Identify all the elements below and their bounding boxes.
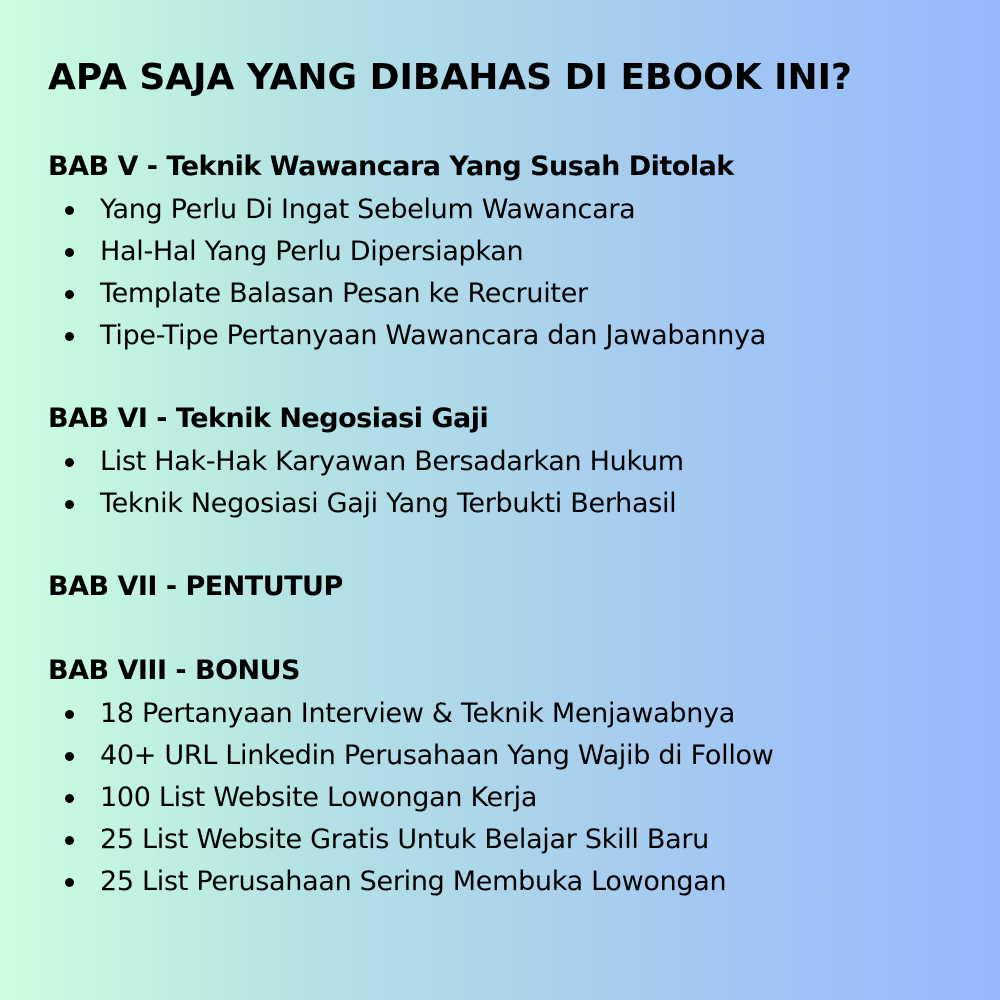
bullet-icon bbox=[65, 500, 74, 509]
bullet-icon bbox=[65, 290, 74, 299]
list-item-text: Yang Perlu Di Ingat Sebelum Wawancara bbox=[100, 194, 636, 225]
bullet-icon bbox=[65, 248, 74, 257]
list-item-text: 18 Pertanyaan Interview & Teknik Menjawabnya bbox=[100, 698, 735, 729]
chapter-bab-viii bbox=[48, 651, 978, 903]
chapter-heading: BAB VII - PENTUTUP bbox=[48, 571, 343, 602]
topic-list bbox=[48, 189, 978, 357]
list-item-text: 40+ URL Linkedin Perusahaan Yang Wajib di Follow bbox=[100, 740, 774, 771]
list-item bbox=[48, 777, 978, 819]
list-item-text: 25 List Website Gratis Untuk Belajar Skill Baru bbox=[100, 824, 709, 855]
bullet-icon bbox=[65, 836, 74, 845]
list-item-text: Tipe-Tipe Pertanyaan Wawancara dan Jawabannya bbox=[100, 320, 767, 351]
list-item bbox=[48, 189, 978, 231]
bullet-icon bbox=[65, 710, 74, 719]
bullet-icon bbox=[65, 458, 74, 467]
bullet-icon bbox=[65, 878, 74, 887]
list-item-text: Teknik Negosiasi Gaji Yang Terbukti Berhasil bbox=[100, 488, 677, 519]
chapter-heading: BAB VIII - BONUS bbox=[48, 655, 300, 686]
list-item-text: Template Balasan Pesan ke Recruiter bbox=[100, 278, 588, 309]
list-item bbox=[48, 735, 978, 777]
list-item-text: 100 List Website Lowongan Kerja bbox=[100, 782, 538, 813]
list-item-text: 25 List Perusahaan Sering Membuka Lowongan bbox=[100, 866, 727, 897]
list-item bbox=[48, 231, 978, 273]
list-item bbox=[48, 441, 978, 483]
bullet-icon bbox=[65, 794, 74, 803]
bullet-icon bbox=[65, 752, 74, 761]
chapter-bab-v bbox=[48, 147, 978, 357]
bullet-icon bbox=[65, 332, 74, 341]
bullet-icon bbox=[65, 206, 74, 215]
chapter-bab-vii bbox=[48, 567, 978, 607]
chapter-bab-vi bbox=[48, 399, 978, 525]
list-item bbox=[48, 483, 978, 525]
topic-list bbox=[48, 693, 978, 903]
chapter-heading: BAB VI - Teknik Negosiasi Gaji bbox=[48, 403, 489, 434]
chapter-heading: BAB V - Teknik Wawancara Yang Susah Ditolak bbox=[48, 151, 734, 182]
page-title: APA SAJA YANG DIBAHAS DI EBOOK INI? bbox=[48, 57, 852, 98]
list-item bbox=[48, 693, 978, 735]
topic-list bbox=[48, 441, 978, 525]
list-item bbox=[48, 315, 978, 357]
list-item bbox=[48, 273, 978, 315]
list-item-text: List Hak-Hak Karyawan Bersadarkan Hukum bbox=[100, 446, 684, 477]
list-item-text: Hal-Hal Yang Perlu Dipersiapkan bbox=[100, 236, 524, 267]
list-item bbox=[48, 861, 978, 903]
list-item bbox=[48, 819, 978, 861]
